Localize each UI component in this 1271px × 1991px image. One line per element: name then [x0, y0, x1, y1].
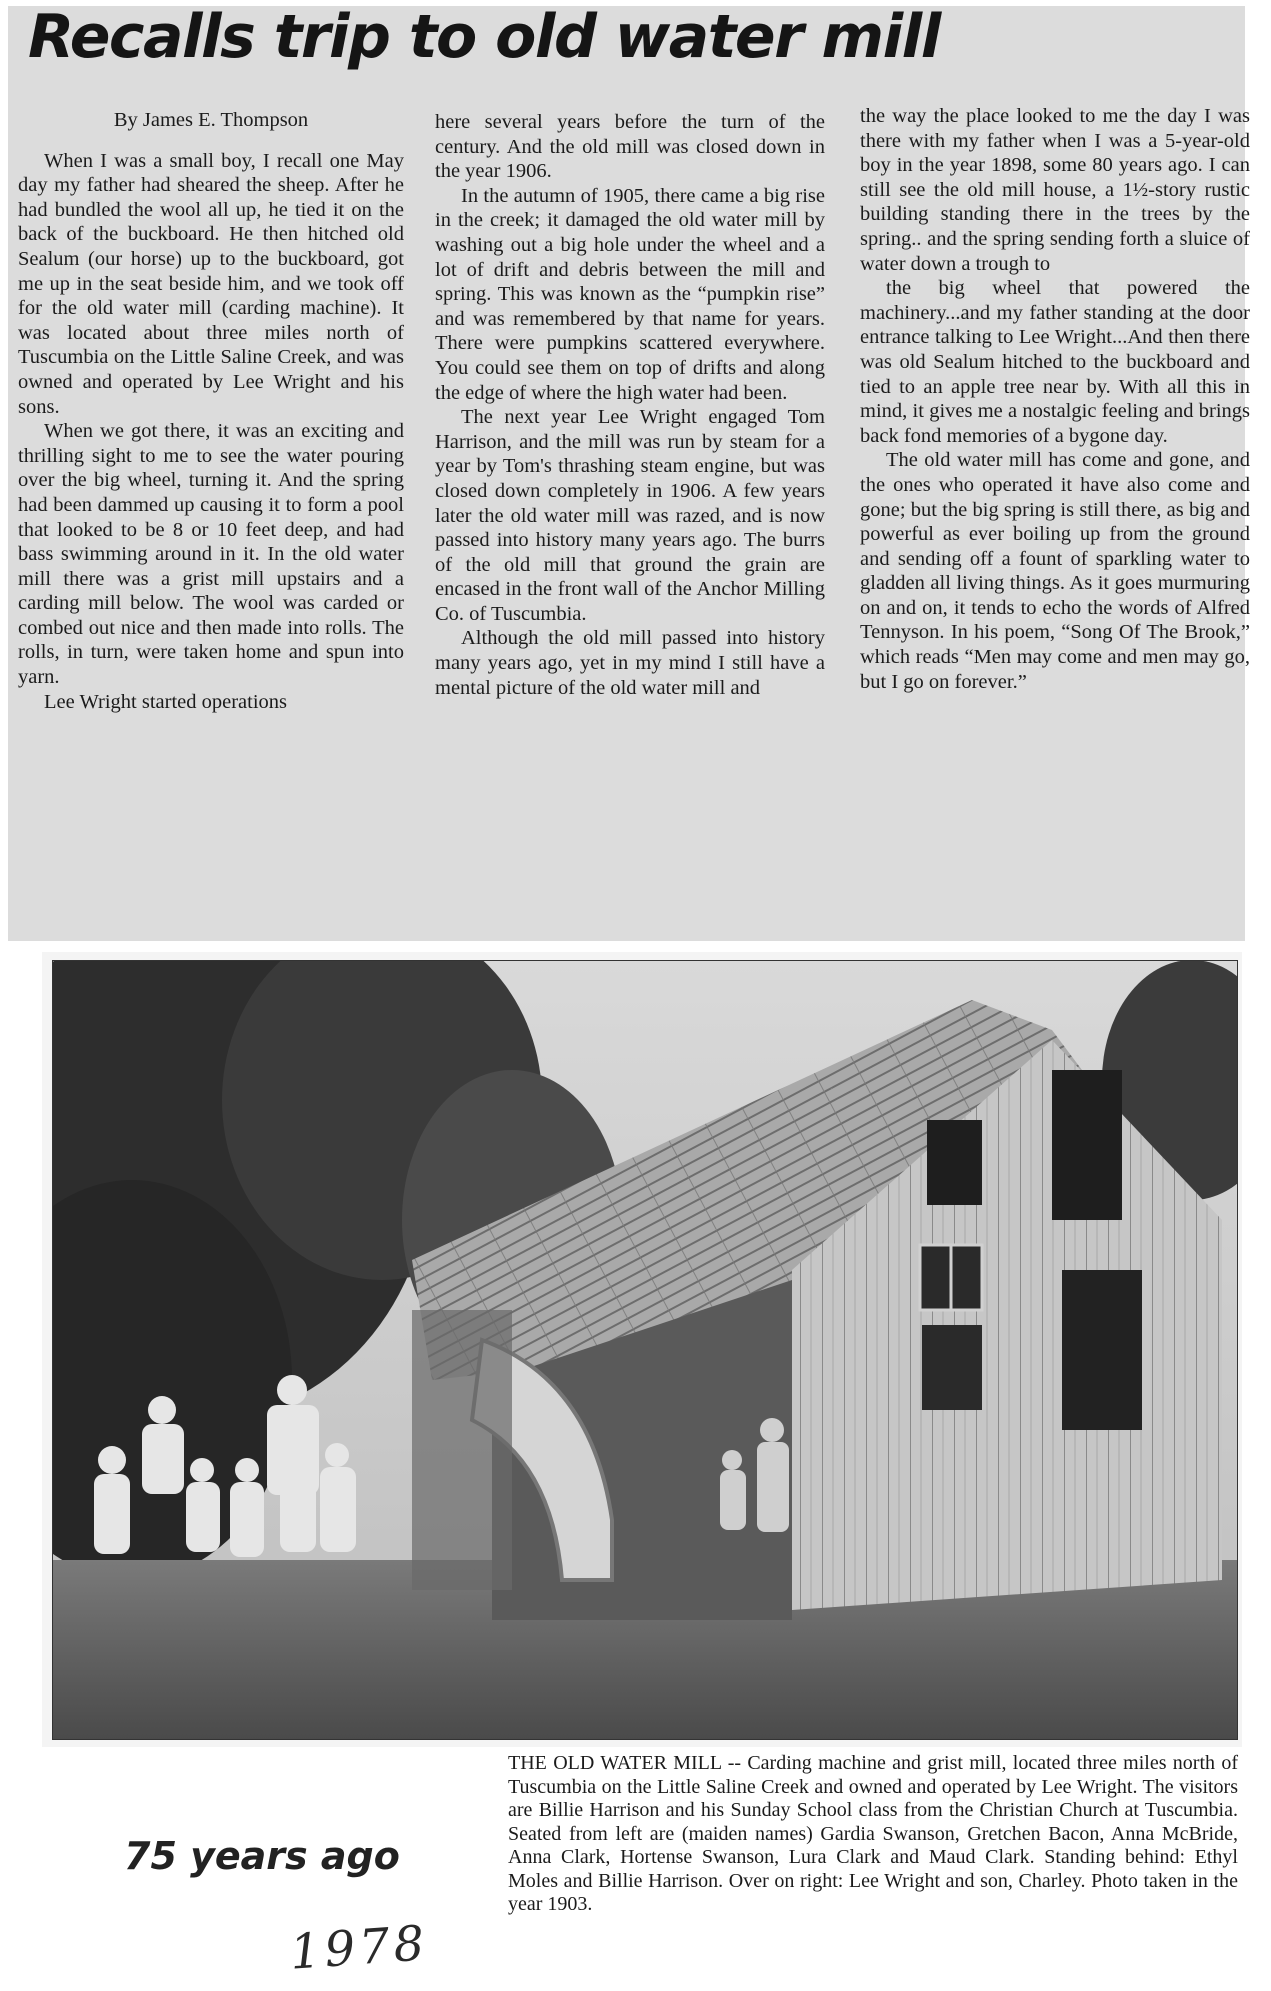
- article-column-1: [18, 108, 404, 908]
- paragraph: here several years before the turn of the century. And the old mill was closed down in the year 1906.: [435, 111, 825, 183]
- water-mill-photo: [52, 960, 1238, 1740]
- handwritten-year: 1978: [288, 1915, 430, 1981]
- headline: Recalls trip to old water mill: [28, 2, 940, 72]
- paragraph: When I was a small boy, I recall one May day my father had sheared the sheep. After he had bundled the wool all up, he tied it on the back of the buckboard. He then hitched old Sealum (our horse) up to the buckboard, got me up in the seat beside him, and we took off for the old water mill (carding machine). It was located about three miles north of Tuscumbia on the Little Saline Creek, and was owned and operated by Lee Wright and his sons.: [18, 149, 404, 418]
- byline: By James E. Thompson: [113, 109, 309, 131]
- paragraph: The next year Lee Wright engaged Tom Harrison, and the mill was run by steam for a year by Tom's thrashing steam engine, but was closed down completely in 1906. A few years later the old water mill was razed, and is now passed into history many years ago. The burrs of the old mill that ground the grain are encased in the front wall of the Anchor Milling Co. of Tuscumbia.: [435, 406, 825, 625]
- paragraph: Although the old mill passed into history many years ago, yet in my mind I still have a mental picture of the old water mill and: [435, 627, 825, 699]
- photo-caption: THE OLD WATER MILL -- Carding machine and grist mill, located three miles north of Tuscumbia on the Little Saline Creek and owned and operated by Lee Wright. The visitors are Billie Harrison and his Sunday School class from the Christian Church at Tuscumbia. Seated from left are (maiden names) Gardia Swanson, Gretchen Bacon, Anna McBride, Anna Clark, Hortense Swanson, Lura Clark and Maud Clark. Standing behind: Ethyl Moles and Billie Harrison. Over on right: Lee Wright and son, Charley. Photo taken in the year 1903.: [508, 1752, 1238, 1915]
- article-column-2: [435, 110, 825, 910]
- paragraph: In the autumn of 1905, there came a big rise in the creek; it damaged the old water mill by washing out a big hole under the wheel and a lot of drift and debris between the mill and spring. This was known as the “pumpkin rise” and was remembered by that name for years. There were pumpkins scattered everywhere. You could see them on top of drifts and along the edge of where the high water had been.: [435, 184, 825, 404]
- paragraph: the big wheel that powered the machinery...and my father standing at the door entrance talking to Lee Wright...And then there was old Sealum hitched to the buckboard and tied to an apple tree near by. With all this in mind, it gives me a nostalgic feeling and brings back fond memories of a bygone day.: [860, 277, 1250, 447]
- paragraph: Lee Wright started operations: [44, 690, 288, 713]
- article-column-3: [860, 104, 1250, 904]
- years-ago-stamp: 75 years ago: [124, 1834, 400, 1878]
- paragraph: When we got there, it was an exciting and thrilling sight to me to see the water pouring over the big wheel, turning it. And the spring had been dammed up causing it to form a pool that looked to be 8 or 10 feet deep, and had bass swimming around in it. In the old water mill there was a grist mill upstairs and a carding mill below. The wool was carded or combed out nice and then made into rolls. The rolls, in turn, were taken home and spun into yarn.: [18, 420, 404, 689]
- paragraph: the way the place looked to me the day I was there with my father when I was a 5-year-old boy in the year 1898, some 80 years ago. I can still see the old mill house, a 1½-story rustic building standing there in the trees by the spring.. and the spring sending forth a sluice of water down a trough to: [860, 105, 1250, 275]
- paragraph: The old water mill has come and gone, and the ones who operated it have also come and gone; but the big spring is still there, as big and powerful as ever boiling up from the ground and sending off a fount of sparkling water to gladden all living things. As it goes murmuring on and on, it tends to echo the words of Alfred Tennyson. In his poem, “Song Of The Brook,” which reads “Men may come and men may go, but I go on forever.”: [860, 449, 1250, 693]
